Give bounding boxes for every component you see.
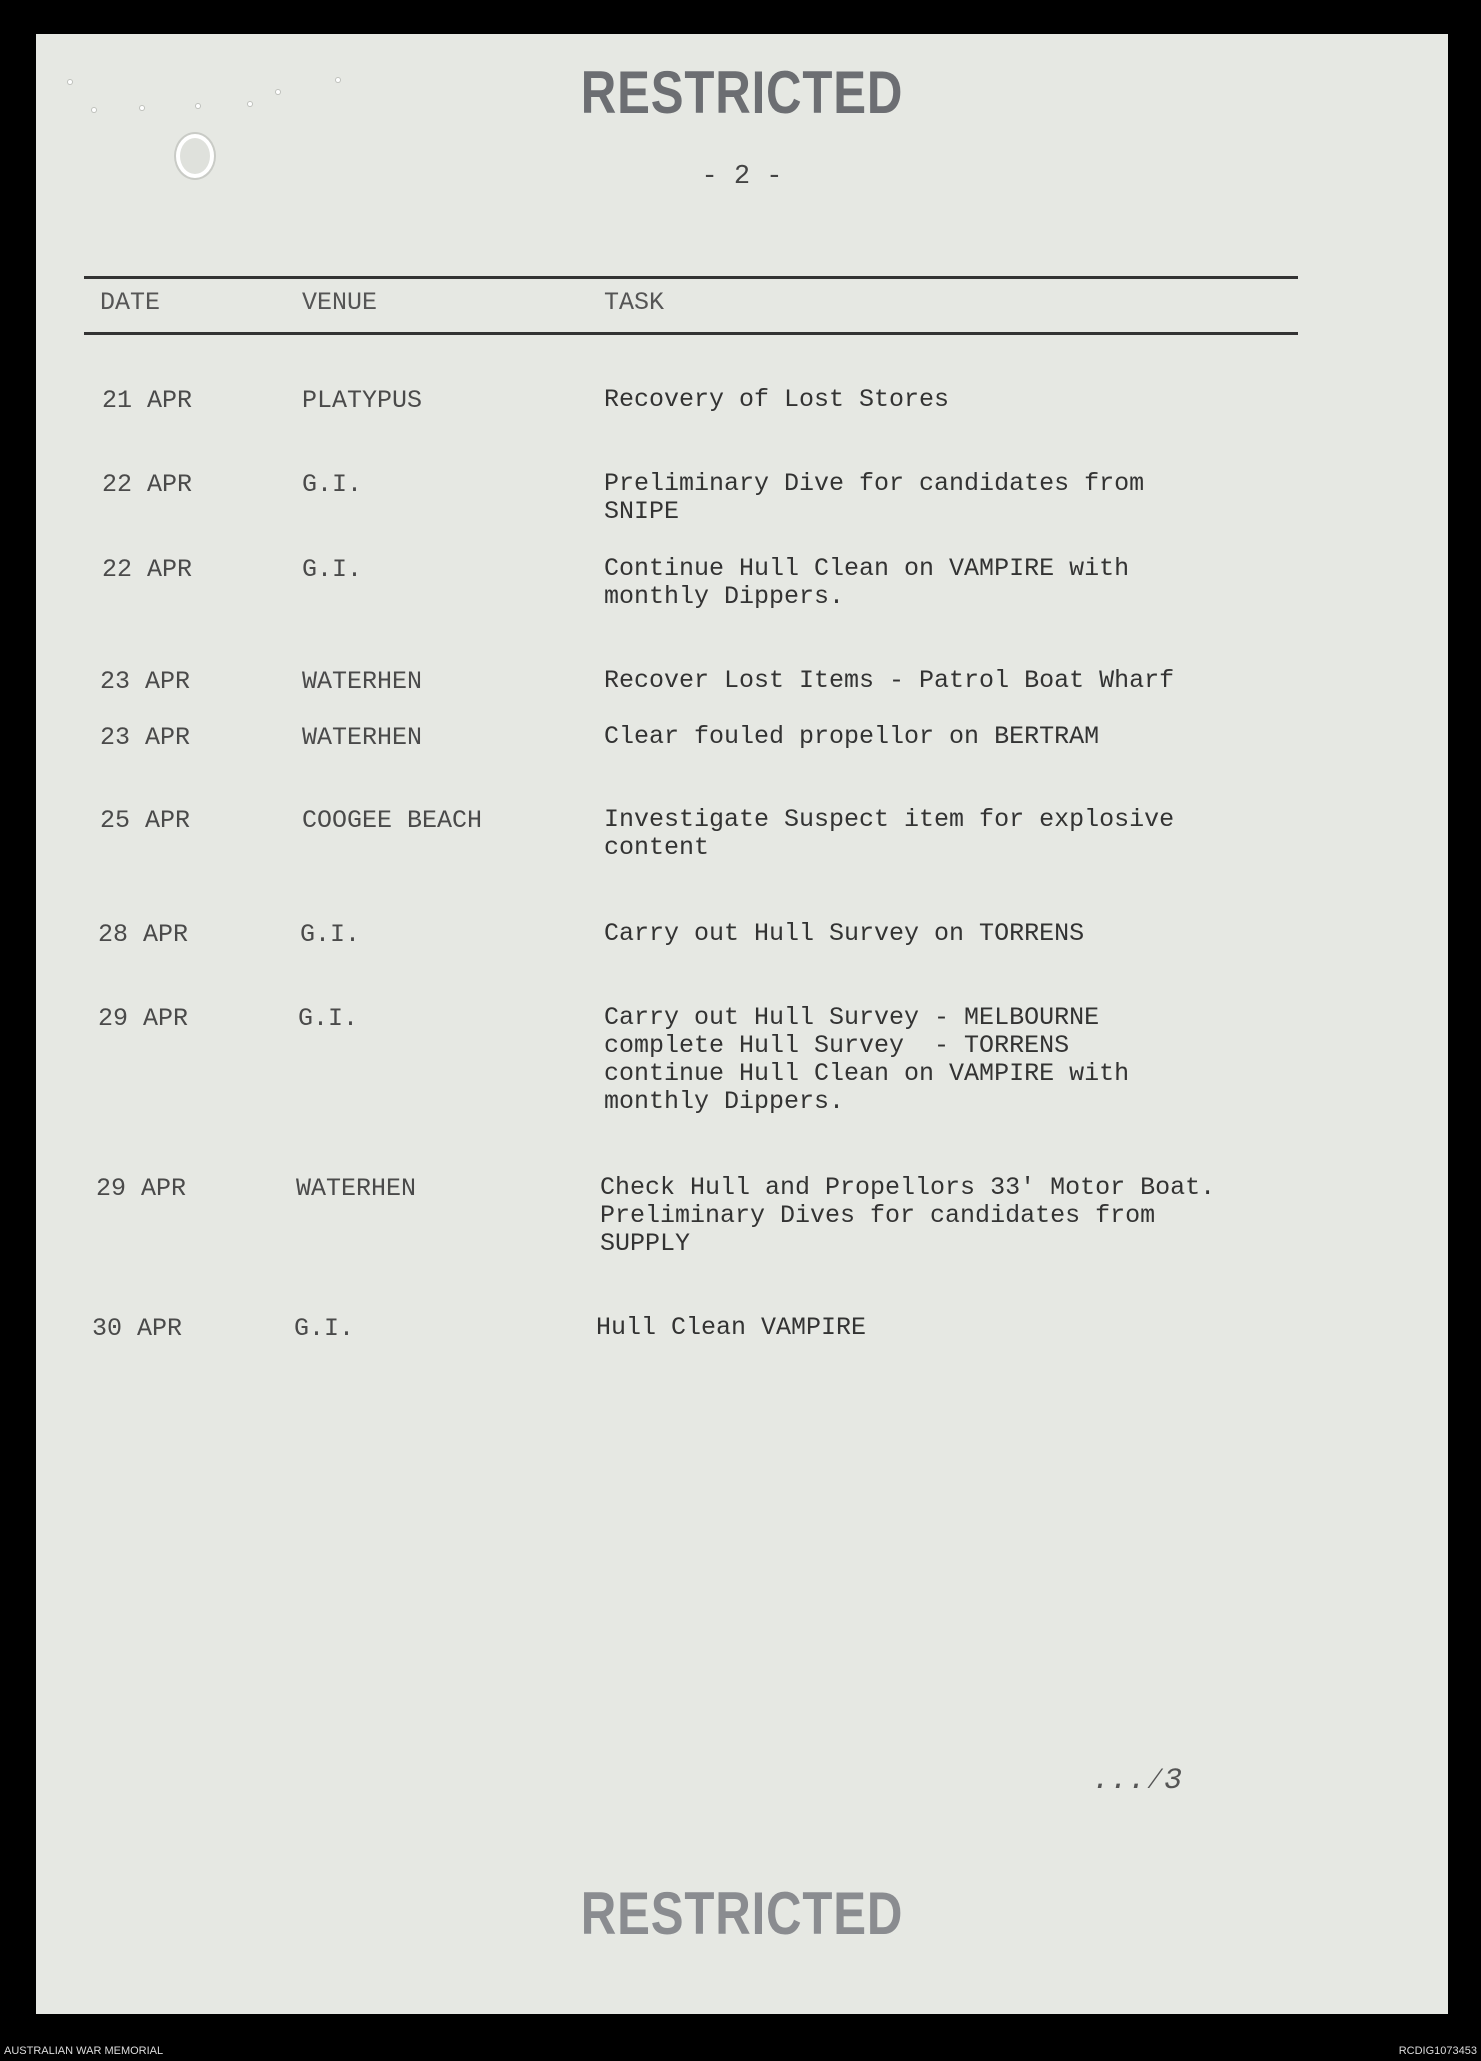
- row-task: Investigate Suspect item for explosive content: [604, 805, 1175, 862]
- punch-mark: [92, 108, 96, 112]
- table-header-rule: [84, 332, 1298, 335]
- archive-credit: AUSTRALIAN WAR MEMORIAL: [4, 2045, 164, 2057]
- header-date: DATE: [100, 288, 161, 317]
- row-task: Check Hull and Propellors 33' Motor Boat. Preliminary Dives for candidates from SUPPLY: [600, 1173, 1216, 1258]
- punch-mark: [140, 106, 144, 110]
- row-date: 23 APR: [100, 723, 191, 752]
- punch-mark: [68, 80, 72, 84]
- row-date: 29 APR: [98, 1004, 189, 1033]
- row-task: Preliminary Dive for candidates from SNIPE: [604, 469, 1145, 526]
- row-venue: G.I.: [300, 920, 361, 949]
- restricted-stamp-bottom: RESTRICTED: [580, 1880, 904, 1947]
- row-task: Carry out Hull Survey - MELBOURNE complete Hull Survey - TORRENS continue Hull Clean on VAMPIRE with monthly Dippers.: [604, 1003, 1130, 1116]
- row-date: 29 APR: [96, 1174, 187, 1203]
- row-date: 21 APR: [102, 386, 193, 415]
- restricted-stamp-top: RESTRICTED: [580, 59, 904, 126]
- row-venue: WATERHEN: [302, 723, 423, 752]
- row-venue: G.I.: [302, 470, 363, 499]
- punch-mark: [248, 102, 252, 106]
- row-venue: WATERHEN: [302, 667, 423, 696]
- row-task: Clear fouled propellor on BERTRAM: [604, 722, 1100, 751]
- row-task: Continue Hull Clean on VAMPIRE with monthly Dippers.: [604, 554, 1130, 611]
- punch-mark: [196, 104, 200, 108]
- table-top-rule: [84, 276, 1298, 279]
- page-number: - 2 -: [701, 162, 783, 192]
- header-venue: VENUE: [302, 288, 378, 317]
- row-date: 22 APR: [102, 470, 193, 499]
- row-venue: PLATYPUS: [302, 386, 423, 415]
- row-date: 30 APR: [92, 1314, 183, 1343]
- row-venue: G.I.: [298, 1004, 359, 1033]
- header-task: TASK: [604, 288, 665, 317]
- row-date: 28 APR: [98, 920, 189, 949]
- row-date: 23 APR: [100, 667, 191, 696]
- row-task: Carry out Hull Survey on TORRENS: [604, 919, 1085, 948]
- row-date: 25 APR: [100, 806, 191, 835]
- row-task: Recover Lost Items - Patrol Boat Wharf: [604, 666, 1175, 695]
- row-task: Hull Clean VAMPIRE: [596, 1313, 867, 1342]
- document-page: [36, 34, 1448, 2014]
- row-venue: WATERHEN: [296, 1174, 417, 1203]
- row-date: 22 APR: [102, 555, 193, 584]
- row-task: Recovery of Lost Stores: [604, 385, 950, 414]
- continuation-mark: ...⁄3: [1092, 1764, 1183, 1798]
- row-venue: G.I.: [294, 1314, 355, 1343]
- punch-mark: [276, 90, 280, 94]
- archive-id: RCDIG1073453: [1398, 2045, 1477, 2057]
- punch-mark: [336, 78, 340, 82]
- row-venue: G.I.: [302, 555, 363, 584]
- row-venue: COOGEE BEACH: [302, 806, 483, 835]
